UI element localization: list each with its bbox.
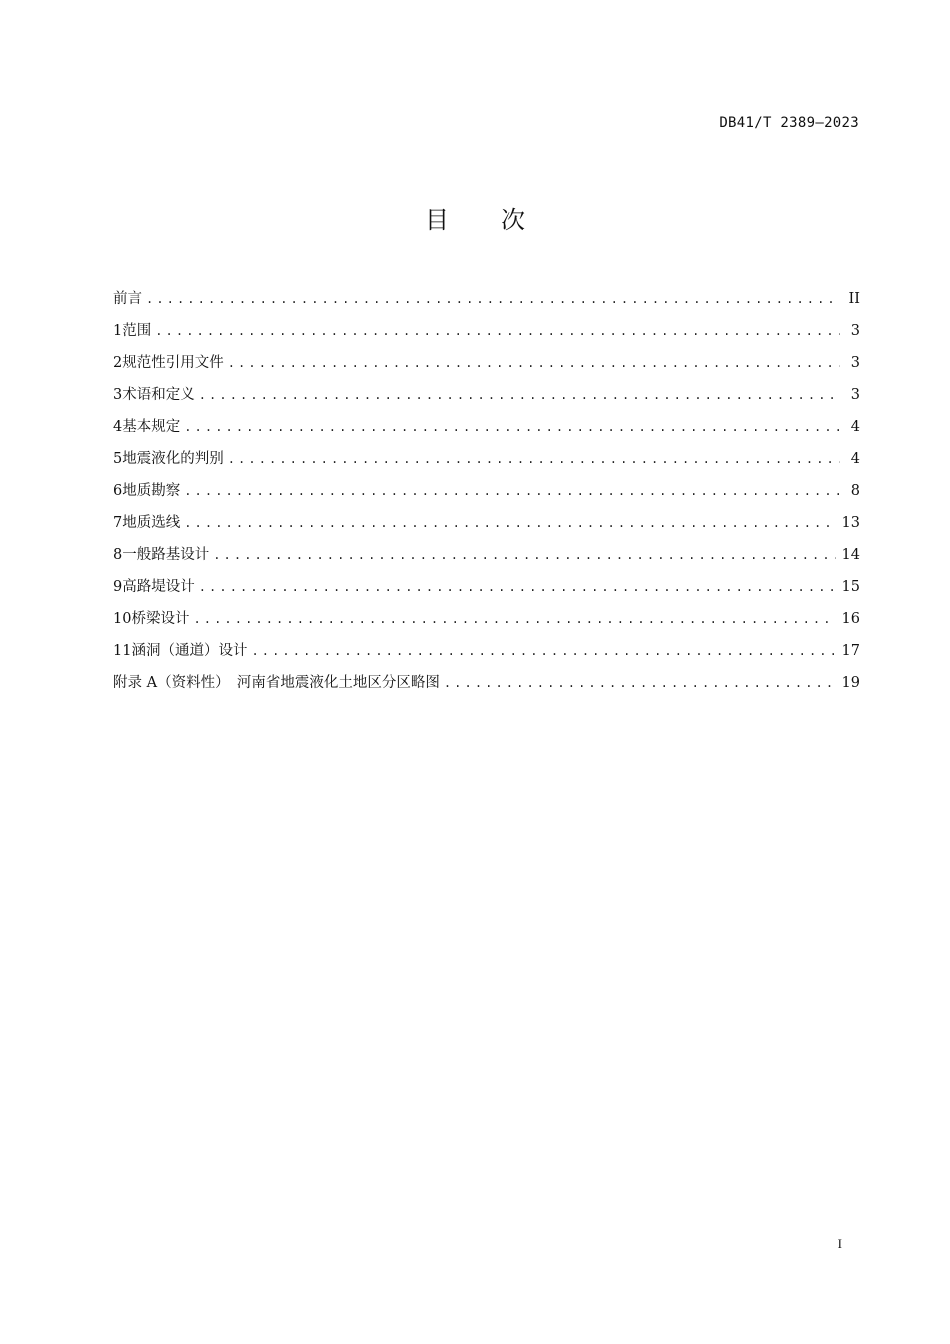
toc-label: 基本规定 (122, 419, 181, 435)
toc-page-number: 15 (841, 579, 860, 595)
toc-label: 一般路基设计 (122, 547, 210, 563)
toc-section-number: 2 (113, 355, 123, 371)
toc-section-number: 9 (113, 579, 123, 595)
toc-page-number: 14 (841, 547, 860, 563)
toc-leader-dots (213, 543, 835, 567)
toc-entry-1[interactable] (113, 319, 860, 351)
toc-label: 范围 (122, 323, 152, 339)
toc-entry-appendix-a[interactable] (113, 671, 860, 703)
toc-leader-dots (444, 671, 836, 695)
toc-leader-dots (184, 511, 835, 535)
toc-leader-dots (251, 639, 835, 663)
title-char-2: 次 (501, 206, 525, 234)
toc-leader-dots (184, 479, 840, 503)
toc-page-number: 13 (841, 515, 860, 531)
toc-page-number: 4 (850, 419, 860, 435)
toc-section-number: 10 (113, 611, 132, 627)
toc-leader-dots (228, 351, 840, 375)
standard-code: DB41/T 2389—2023 (719, 115, 859, 131)
toc-entry-4[interactable] (113, 415, 860, 447)
toc-entry-9[interactable] (113, 575, 860, 607)
toc-section-number: 11 (113, 643, 132, 659)
toc-page-number: 3 (850, 355, 860, 371)
toc-entry-8[interactable] (113, 543, 860, 575)
page-number: I (837, 1236, 842, 1251)
toc-leader-dots (228, 447, 840, 471)
toc-label: 术语和定义 (122, 387, 195, 403)
toc-leader-dots (199, 383, 840, 407)
toc-label: 地质勘察 (122, 483, 181, 499)
toc-page-number: 3 (850, 387, 860, 403)
toc-label: 桥梁设计 (131, 611, 190, 627)
toc-entry-3[interactable] (113, 383, 860, 415)
toc-entry-2[interactable] (113, 351, 860, 383)
toc-label: 涵洞（通道）设计 (131, 643, 248, 659)
toc-entry-foreword[interactable] (113, 287, 860, 319)
toc-entry-7[interactable] (113, 511, 860, 543)
toc-label: 地震液化的判别 (122, 451, 224, 467)
toc-leader-dots (184, 415, 840, 439)
toc-section-number: 3 (113, 387, 123, 403)
toc-section-number: 5 (113, 451, 123, 467)
toc-page-number: 17 (841, 643, 860, 659)
toc-page-number: 4 (850, 451, 860, 467)
page-title (0, 200, 950, 235)
toc-label: 前言 (113, 291, 142, 307)
toc-page-number: II (848, 291, 860, 307)
toc-entry-5[interactable] (113, 447, 860, 479)
toc-page-number: 8 (850, 483, 860, 499)
toc-section-number: 6 (113, 483, 123, 499)
toc-page-number: 16 (841, 611, 860, 627)
toc-page-number: 19 (841, 675, 860, 691)
table-of-contents (113, 287, 860, 703)
toc-leader-dots (146, 287, 840, 311)
toc-page-number: 3 (850, 323, 860, 339)
toc-entry-11[interactable] (113, 639, 860, 671)
toc-section-number: 4 (113, 419, 123, 435)
toc-leader-dots (193, 607, 835, 631)
toc-leader-dots (155, 319, 840, 343)
toc-section-number: 1 (113, 323, 123, 339)
title-char-1: 目 (425, 206, 449, 234)
toc-entry-10[interactable] (113, 607, 860, 639)
toc-section-number: 7 (113, 515, 123, 531)
toc-section-number: 8 (113, 547, 123, 563)
toc-label: 高路堤设计 (122, 579, 195, 595)
toc-leader-dots (199, 575, 836, 599)
toc-label: 规范性引用文件 (122, 355, 224, 371)
toc-label: 地质选线 (122, 515, 181, 531)
toc-entry-6[interactable] (113, 479, 860, 511)
toc-label: 附录 A（资料性） 河南省地震液化土地区分区略图 (113, 675, 440, 691)
